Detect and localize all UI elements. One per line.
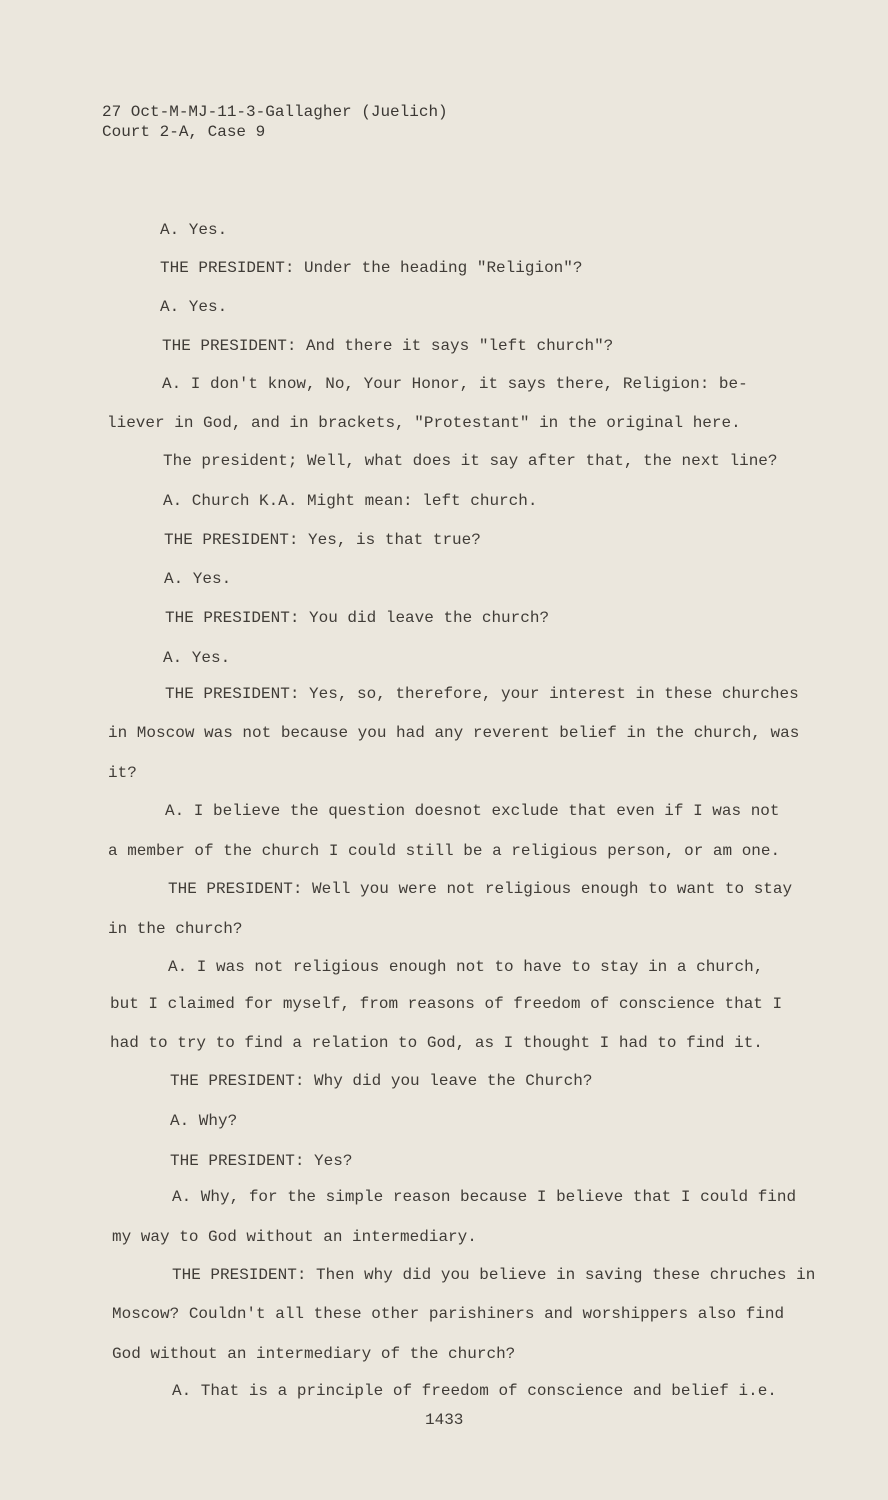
transcript-line: THE PRESIDENT: Yes, is that true? xyxy=(164,531,481,549)
transcript-line: A. Yes. xyxy=(164,570,232,588)
transcript-line: THE PRESIDENT: You did leave the church? xyxy=(165,609,550,627)
transcript-line: THE PRESIDENT: Yes, so, therefore, your interest in these churches xyxy=(165,685,799,703)
transcript-line: A. I believe the question doesnot exclude that even if I was not xyxy=(165,802,780,820)
transcript-line: it? xyxy=(108,764,137,782)
transcript-line: The president; Well, what does it say after that, the next line? xyxy=(163,452,778,470)
transcript-line: THE PRESIDENT: Why did you leave the Church? xyxy=(170,1072,593,1090)
transcript-line: A. I don't know, No, Your Honor, it says there, Religion: be- xyxy=(162,375,748,393)
transcript-line: A. Why? xyxy=(170,1112,238,1130)
transcript-line: THE PRESIDENT: Then why did you believe in saving these chruches in xyxy=(172,1266,816,1284)
transcript-line: a member of the church I could still be a religious person, or am one. xyxy=(108,842,781,860)
transcript-line: in the church? xyxy=(108,920,243,938)
transcript-line: A. Church K.A. Might mean: left church. xyxy=(163,492,538,510)
transcript-line: liever in God, and in brackets, "Protestant" in the original here. xyxy=(107,414,741,432)
transcript-line: A. Yes. xyxy=(163,649,231,667)
transcript-line: THE PRESIDENT: Under the heading "Religion"? xyxy=(160,259,583,277)
header-line-1: 27 Oct-M-MJ-11-3-Gallagher (Juelich) xyxy=(102,103,448,121)
transcript-line: A. I was not religious enough not to have to stay in a church, xyxy=(168,958,764,976)
transcript-line: Moscow? Couldn't all these other parishiners and worshippers also find xyxy=(112,1305,785,1323)
transcript-line: THE PRESIDENT: Yes? xyxy=(170,1152,353,1170)
transcript-line: THE PRESIDENT: And there it says "left church"? xyxy=(162,337,614,355)
transcript-line: in Moscow was not because you had any reverent belief in the church, was xyxy=(108,724,800,742)
transcript-line: A. That is a principle of freedom of conscience and belief i.e. xyxy=(172,1382,777,1400)
page-number: 1433 xyxy=(425,1411,464,1429)
transcript-line: my way to God without an intermediary. xyxy=(112,1228,477,1246)
transcript-line: God without an intermediary of the church? xyxy=(112,1345,516,1363)
transcript-line: but I claimed for myself, from reasons of freedom of conscience that I xyxy=(110,995,783,1013)
transcript-line: A. Yes. xyxy=(160,298,228,316)
transcript-line: A. Why, for the simple reason because I believe that I could find xyxy=(172,1188,797,1206)
document-header xyxy=(102,102,448,142)
transcript-line: THE PRESIDENT: Well you were not religious enough to want to stay xyxy=(168,880,793,898)
transcript-line: A. Yes. xyxy=(160,221,228,239)
header-line-2: Court 2-A, Case 9 xyxy=(102,123,266,141)
transcript-line: had to try to find a relation to God, as I thought I had to find it. xyxy=(110,1034,763,1052)
